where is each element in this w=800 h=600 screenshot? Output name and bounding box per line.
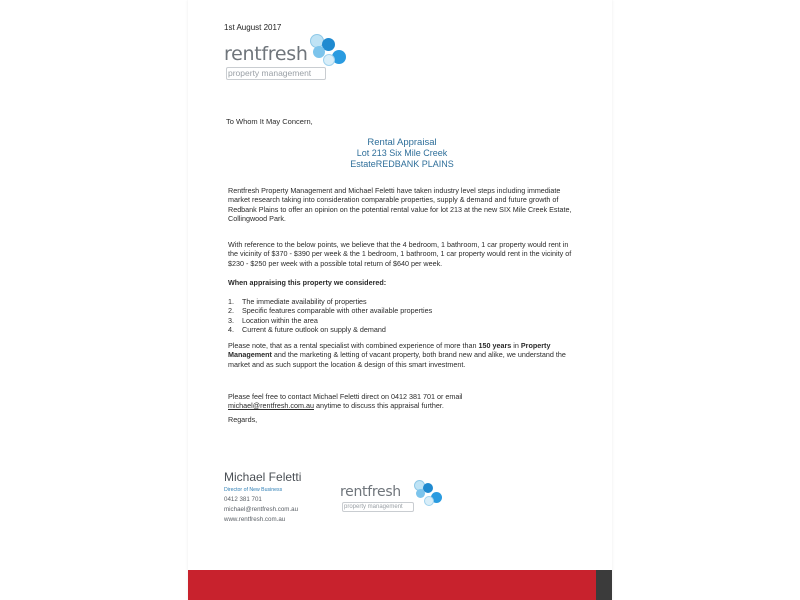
- closing: Regards,: [228, 415, 258, 424]
- rentfresh-logo-footer: [340, 478, 470, 522]
- letter-date: 1st August 2017: [224, 23, 282, 32]
- logo-hexagons-icon: [308, 32, 348, 72]
- footer-bar: [188, 570, 612, 600]
- logo-tagline: property management: [226, 67, 326, 80]
- considerations-list: [228, 297, 576, 335]
- signature-title: Director of New Business: [224, 487, 283, 493]
- paragraph-rent-estimate: With reference to the below points, we believe that the 4 bedroom, 1 bathroom, 1 car property would rent in the vicinity of $370 - $390 per week & the 1 bedroom, 1 bathroom, 1 car property would rent in the vicinity of $230 - $250 per week with a possible total return of $640 per week.: [228, 240, 572, 268]
- logo-tagline: property management: [342, 502, 414, 512]
- appraisal-heading: [224, 137, 580, 170]
- signature-web: www.rentfresh.com.au: [224, 516, 286, 523]
- footer-corner: [596, 570, 612, 600]
- paragraph-experience: Please note, that as a rental specialist with combined experience of more than 150 years in Property Management and the marketing & letting of vacant property, both brand new and alike, we understand the market and as such support the location & design of this smart investment.: [228, 341, 566, 369]
- letter-page: [188, 0, 612, 600]
- logo-wordmark: rentfresh: [224, 43, 308, 65]
- rentfresh-logo: [224, 32, 364, 84]
- heading-title: Rental Appraisal: [367, 137, 437, 148]
- heading-estate: EstateREDBANK PLAINS: [350, 159, 454, 169]
- heading-lot: Lot 213 Six Mile Creek: [356, 148, 448, 158]
- salutation: To Whom It May Concern,: [226, 117, 313, 126]
- signature-name: Michael Feletti: [224, 470, 302, 484]
- list-item: 3. Location within the area: [228, 315, 318, 325]
- paragraph-contact: Please feel free to contact Michael Feletti direct on 0412 381 701 or email michael@rentfresh.com.au anytime to discuss this appraisal further.: [228, 392, 463, 411]
- list-item: 2. Specific features comparable with other available properties: [228, 306, 433, 316]
- list-item: 4. Current & future outlook on supply & demand: [228, 325, 386, 335]
- list-item: 1. The immediate availability of properties: [228, 297, 367, 306]
- signature-email: michael@rentfresh.com.au: [224, 506, 299, 513]
- email-link[interactable]: michael@rentfresh.com.au: [228, 401, 314, 411]
- list-heading: When appraising this property we considered:: [228, 278, 387, 287]
- logo-hexagons-icon: [412, 478, 444, 510]
- signature-phone: 0412 381 701: [224, 496, 262, 503]
- paragraph-intro: Rentfresh Property Management and Michael Feletti have taken industry level steps including immediate market research taking into consideration comparable properties, supply & demand and future growth of Redbank Plains to offer an opinion on the potential rental value for lot 213 at the new SIX Mile Creek Estate, Collingwood Park.: [228, 186, 572, 224]
- logo-wordmark: rentfresh: [340, 484, 401, 500]
